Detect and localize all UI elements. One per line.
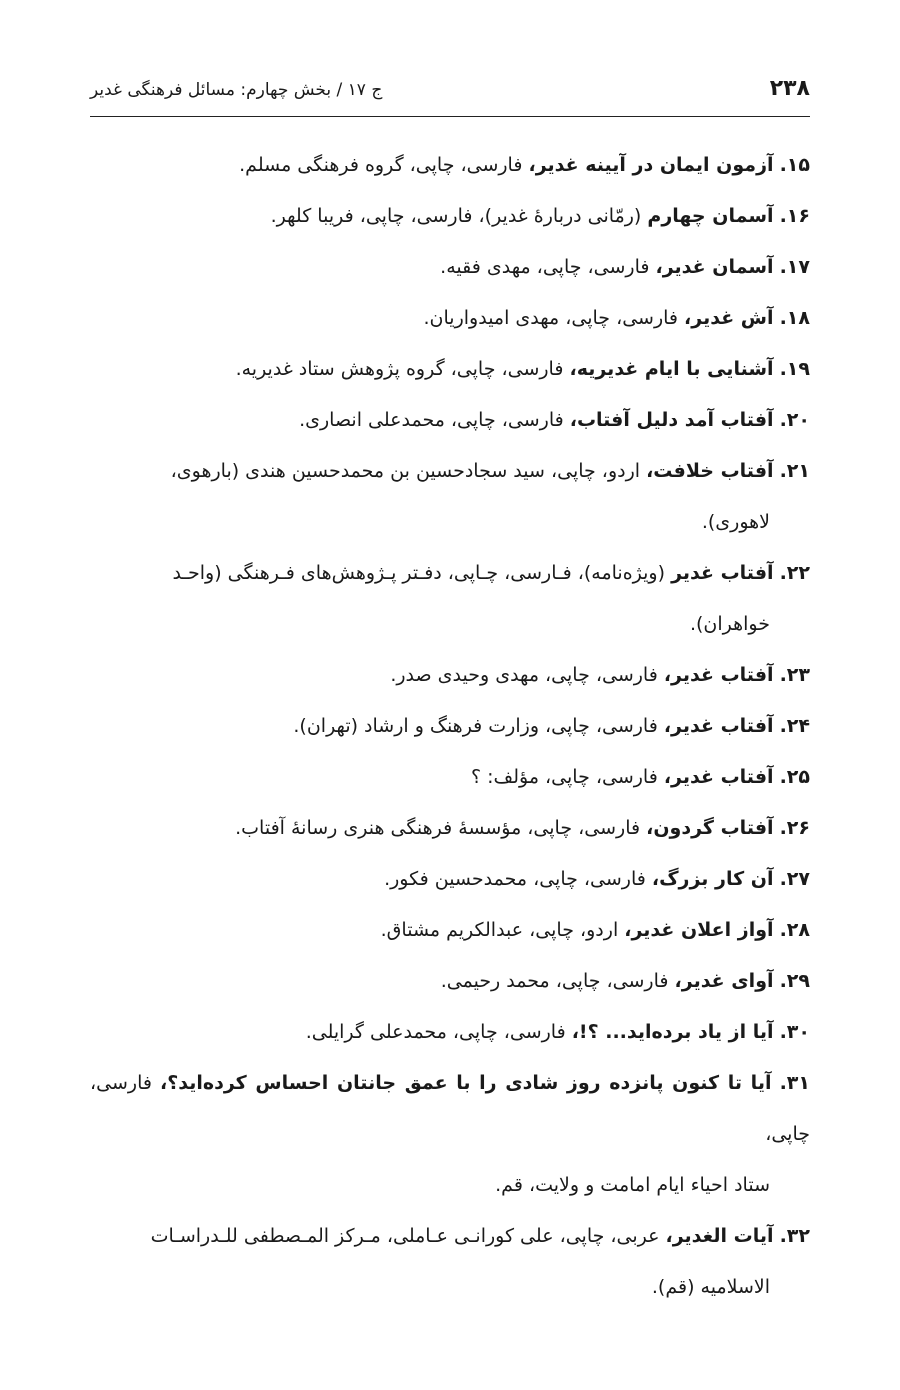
entry-continuation: الاسلامیه (قم). [651, 1276, 770, 1298]
entry-number: ۳۰. [779, 1021, 810, 1043]
entry-title: آفتاب غدیر، [663, 664, 774, 686]
entry-number: ۲۲. [779, 562, 810, 584]
list-item [90, 803, 810, 854]
entry-number: ۲۱. [779, 460, 810, 482]
bibliography-list [90, 140, 810, 1313]
entry-title: آسمان غدیر، [655, 256, 774, 278]
entry-details: فارسی، چاپی، محمدحسین فکور. [384, 868, 652, 890]
entry-number: ۱۶. [779, 205, 810, 227]
entry-details: فارسی، چاپی، مؤلف: ؟ [471, 766, 664, 788]
entry-continuation: ستاد احیاء ایام امامت و ولایت، قم. [495, 1174, 770, 1196]
entry-number: ۱۵. [779, 154, 810, 176]
entry-details: اردو، چاپی، سید سجادحسین بن محمدحسین هندی (بارهوی، [170, 460, 647, 482]
entry-title: آش غدیر، [684, 307, 774, 329]
entry-number: ۲۰. [779, 409, 810, 431]
entry-number: ۲۶. [779, 817, 810, 839]
entry-number: ۳۱. [779, 1072, 810, 1094]
entry-title: آواز اعلان غدیر، [624, 919, 774, 941]
entry-title: آفتاب غدیر، [663, 715, 774, 737]
list-item [90, 1211, 810, 1313]
entry-details: (رمّانی دربارۀ غدیر)، فارسی، چاپی، فریبا کلهر. [270, 205, 648, 227]
list-item [90, 1058, 810, 1211]
entry-title: آفتاب غدیر [671, 562, 774, 584]
entry-title: آفتاب گردون، [646, 817, 774, 839]
entry-details: فارسی، چاپی، محمدعلی انصاری. [299, 409, 570, 431]
entry-number: ۱۷. [779, 256, 810, 278]
entry-details: فارسی، چاپی، [90, 1072, 810, 1145]
entry-details: فارسی، چاپی، وزارت فرهنگ و ارشاد (تهران). [293, 715, 664, 737]
entry-number: ۲۴. [779, 715, 810, 737]
list-item [90, 905, 810, 956]
entry-details: فارسی، چاپی، مهدی امیدواریان. [423, 307, 685, 329]
list-item [90, 956, 810, 1007]
entry-continuation: لاهوری). [701, 511, 770, 533]
entry-details: فارسی، چاپی، گروه فرهنگی مسلم. [239, 154, 529, 176]
header-rule [90, 116, 810, 117]
entry-title: آیات الغدیر، [665, 1225, 774, 1247]
entry-details: اردو، چاپی، عبدالکریم مشتاق. [380, 919, 625, 941]
list-item [90, 395, 810, 446]
entry-title: آفتاب خلافت، [646, 460, 774, 482]
entry-title: آیا تا کنون پانزده روز شادی را با عمق جانتان احساس کرده‌اید؟، [160, 1072, 772, 1094]
entry-details: (ویژه‌نامه)، فـارسی، چـاپی، دفـتر پـژوهش‌های فـرهنگی (واحـد [172, 562, 672, 584]
entry-title: آوای غدیر، [674, 970, 774, 992]
list-item [90, 1007, 810, 1058]
entry-details: فارسی، چاپی، محمد رحیمی. [440, 970, 675, 992]
list-item [90, 650, 810, 701]
list-item [90, 854, 810, 905]
entry-title: آیا از یاد برده‌اید... ؟!، [571, 1021, 774, 1043]
running-title: ج ۱۷ / بخش چهارم: مسائل فرهنگی غدیر [90, 80, 383, 100]
entry-details: فارسی، چاپی، مؤسسۀ فرهنگی هنری رسانۀ آفتاب. [235, 817, 647, 839]
entry-number: ۱۸. [779, 307, 810, 329]
entry-number: ۲۳. [779, 664, 810, 686]
page-header [90, 74, 810, 114]
entry-number: ۱۹. [779, 358, 810, 380]
list-item [90, 446, 810, 548]
list-item [90, 191, 810, 242]
entry-title: آزمون ایمان در آیینه غدیر، [528, 154, 774, 176]
entry-number: ۲۵. [779, 766, 810, 788]
page-number: ۲۳۸ [769, 76, 810, 101]
entry-number: ۲۹. [779, 970, 810, 992]
entry-title: آشنایی با ایام غدیریه، [569, 358, 774, 380]
list-item [90, 293, 810, 344]
entry-number: ۲۸. [779, 919, 810, 941]
entry-details: عربی، چاپی، علی کورانـی عـاملی، مـرکز المـصطفی للـدراسـات [150, 1225, 666, 1247]
list-item [90, 701, 810, 752]
entry-continuation: خواهران). [689, 613, 770, 635]
entry-title: آسمان چهارم [647, 205, 774, 227]
entry-number: ۲۷. [779, 868, 810, 890]
entry-title: آفتاب غدیر، [663, 766, 774, 788]
entry-details: فارسی، چاپی، مهدی فقیه. [440, 256, 656, 278]
list-item [90, 548, 810, 650]
list-item [90, 242, 810, 293]
list-item [90, 140, 810, 191]
list-item [90, 752, 810, 803]
list-item [90, 344, 810, 395]
entry-title: آن کار بزرگ، [651, 868, 774, 890]
entry-details: فارسی، چاپی، مهدی وحیدی صدر. [390, 664, 664, 686]
entry-details: فارسی، چاپی، گروه پژوهش ستاد غدیریه. [235, 358, 570, 380]
entry-number: ۳۲. [779, 1225, 810, 1247]
entry-title: آفتاب آمد دلیل آفتاب، [569, 409, 774, 431]
entry-details: فارسی، چاپی، محمدعلی گرایلی. [305, 1021, 572, 1043]
